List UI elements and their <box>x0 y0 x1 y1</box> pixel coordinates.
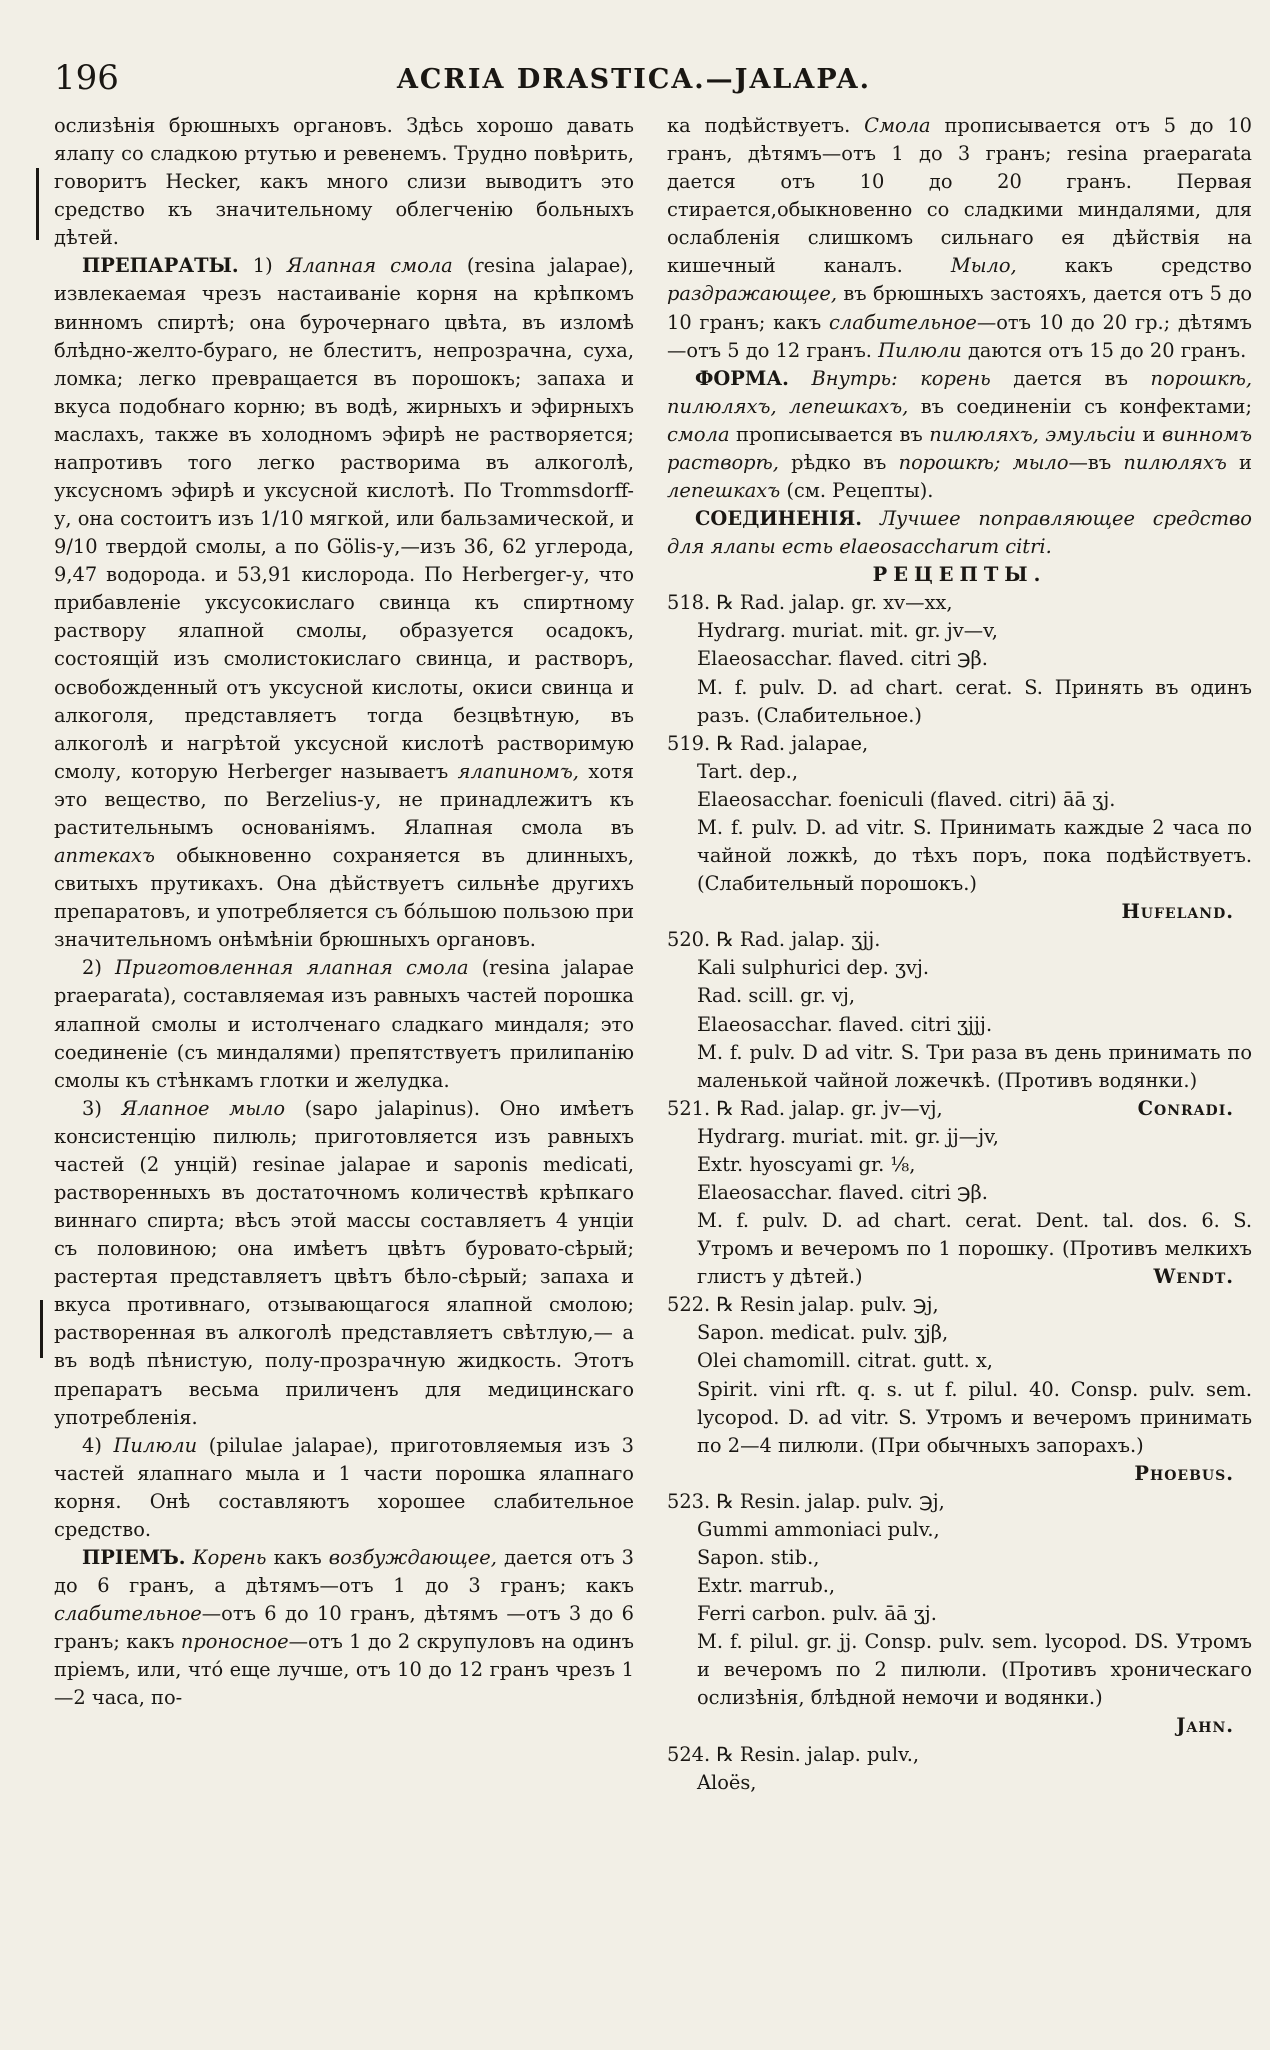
recipe-521 <box>667 1095 1252 1292</box>
left-column <box>54 112 634 1712</box>
recipe-author: Phoebus. <box>1134 1461 1234 1485</box>
recipe-line: M. f. pulv. D ad vitr. S. Три раза въ день принимать по маленькой чайной ложечкѣ. (Противъ водянки.) Conradi. <box>667 1039 1252 1095</box>
recipe-line: Extr. hyoscyami gr. ⅛, <box>697 1152 916 1176</box>
recipe-line: Kali sulphurici dep. ʒvj. <box>697 956 930 980</box>
recipe-518 <box>667 589 1252 729</box>
recipe-line: M. f. pulv. D. ad vitr. S. Принимать каждые 2 часа по чайной ложкѣ, до тѣхъ поръ, пока подѣйствуетъ. (Слабительный порошокъ.) <box>697 815 1252 896</box>
margin-mark-bottom <box>40 1300 43 1358</box>
paragraph: ослизѣнія брюшныхъ органовъ. Здѣсь хорошо давать ялапу со сладкою ртутью и ревенемъ. Трудно повѣрить, говоритъ Hecker, какъ много слизи выводитъ это средство къ значительному облегченію больныхъ дѣтей. <box>54 114 634 250</box>
recipe-line: Gummi ammoniaci pulv., <box>697 1517 940 1541</box>
page-number: 196 <box>54 58 119 98</box>
fraction: 1/10 <box>260 507 304 531</box>
recipe-line: Extr. marrub., <box>697 1574 836 1598</box>
section-heading: СОЕДИНЕНІЯ. <box>695 507 863 531</box>
paragraph-combinations: СОЕДИНЕНІЯ. Лучшее поправляющее средство для ялапы есть elaeosaccharum citri. <box>667 507 1252 559</box>
recipe-line: Elaeosacchar. flaved. citri ℈β. <box>697 1180 988 1204</box>
recipe-author: Wendt. <box>1153 1265 1234 1289</box>
recipe-line: Sapon. stib., <box>697 1545 820 1569</box>
term: Приготовленная ялапная смола <box>115 956 469 980</box>
recipe-line: Spirit. vini rft. q. s. ut f. pilul. 40. Consp. pulv. sem. lycopod. D. ad vitr. S. Утромъ и вечеромъ принимать по 2—4 пилюли. (При обычныхъ запорахъ.) <box>697 1377 1252 1457</box>
recipe-line: Aloës, <box>697 1770 757 1794</box>
recipe-line: 523. ℞ Resin. jalap. pulv. ℈j, <box>667 1489 945 1513</box>
term: Пилюли <box>113 1433 198 1457</box>
recipe-line: Tart. dep., <box>697 759 799 783</box>
recipe-524 <box>667 1741 1252 1797</box>
paragraph-form: ФОРМА. Внутрь: корень дается въ порошкѣ, пилюляхъ, лепешкахъ, въ соединеніи съ конфектами; смола прописывается въ пилюляхъ, эмульсіи и винномъ растворѣ, рѣдко въ порошкѣ; мыло—въ пилюляхъ и лепешкахъ (см. Рецепты). <box>667 366 1253 503</box>
paragraph: ка подѣйствуетъ. Смола прописывается отъ 5 до 10 гранъ, дѣтямъ—отъ 1 до 3 гранъ; resina praeparata дается отъ 10 до 20 гранъ. Первая стирается,обыкновенно со сладкими миндалями, для ослабленія слишкомъ сильнаго ея дѣйствія на кишечный каналъ. Мыло, какъ средство раздражающее, въ брюшныхъ застояхъ, дается отъ 5 до 10 гранъ; какъ слабительное—отъ 10 до 20 гр.; дѣтямъ—отъ 5 до 12 гранъ. Пилюли даются отъ 15 до 20 гранъ. <box>667 114 1252 362</box>
margin-mark-top <box>36 168 39 240</box>
recipes-heading: РЕЦЕПТЫ. <box>872 563 1047 587</box>
recipe-author: Jahn. <box>1176 1714 1234 1738</box>
recipe-line: Ferri carbon. pulv. āā ʒj. <box>697 1602 937 1626</box>
recipe-522 <box>667 1291 1252 1488</box>
section-heading: ПРЕПАРАТЫ. <box>82 254 239 278</box>
term: аптекахъ <box>54 844 155 868</box>
recipe-author: Hufeland. <box>1121 900 1234 924</box>
recipe-line: Sapon. medicat. pulv. ʒjβ, <box>697 1321 949 1345</box>
recipe-line: 524. ℞ Resin. jalap. pulv., <box>667 1742 920 1766</box>
recipe-523 <box>667 1488 1252 1741</box>
recipe-line: 519. ℞ Rad. jalapae, <box>667 731 869 755</box>
recipe-line: Elaeosacchar. flaved. citri ʒjjj. <box>697 1012 993 1036</box>
section-heading: ФОРМА. <box>695 366 789 390</box>
recipe-line: M. f. pulv. D. ad chart. cerat. S. Принять въ одинъ разъ. (Слабительное.) <box>697 675 1252 727</box>
term: Ялапная смола <box>286 254 453 278</box>
fraction: 9/10 <box>54 535 98 559</box>
section-heading: ПРІЕМЪ. <box>82 1545 186 1569</box>
running-title: ACRIA DRASTICA.—JALAPA. <box>396 64 872 95</box>
recipe-line: Elaeosacchar. foeniculi (flaved. citri) āā ʒj. <box>697 787 1116 811</box>
paragraph: 3) Ялапное мыло (sapo jalapinus). Оно имѣетъ консистенцію пилюль; приготовляется изъ равныхъ частей (2 унцій) resinae jalapae и saponis medicati, растворенныхъ въ достаточномъ количествѣ крѣпкаго виннаго спирта; вѣсъ этой массы составляетъ 4 унціи съ половиною; она имѣетъ цвѣтъ буровато-сѣрый; растертая представляетъ цвѣтъ бѣло-сѣрый; запаха и вкуса противнаго, отзывающагося ялапной смолою; растворенная въ алкоголѣ представляетъ свѣтлую,— а въ водѣ пѣнистую, полу-прозрачную жидкость. Этотъ препаратъ весьма приличенъ для медицинскаго употребленія. <box>54 1096 634 1429</box>
recipe-line: 521. ℞ Rad. jalap. gr. jv—vj, <box>667 1096 943 1120</box>
paragraph: 4) Пилюли (pilulae jalapae), приготовляемыя изъ 3 частей ялапнаго мыла и 1 части порошка ялапнаго корня. Онѣ составляютъ хорошее слабительное средство. <box>54 1433 634 1541</box>
recipe-line: Elaeosacchar. flaved. citri ℈β. <box>697 647 988 671</box>
recipe-line: 522. ℞ Resin jalap. pulv. ℈j, <box>667 1293 939 1317</box>
paragraph-preparations: ПРЕПАРАТЫ. 1) Ялапная смола (resina jalapae), извлекаемая чрезъ настаиваніе корня на крѣпкомъ винномъ спиртѣ; она бурочернаго цвѣта, въ изломѣ блѣдно-желто-бураго, не блеститъ, непрозрачна, суха, ломка; легко превращается въ порошокъ; запаха и вкуса подобнаго корню; въ водѣ, жирныхъ и эфирныхъ маслахъ, также въ холодномъ эфирѣ не растворяется; напротивъ того легко растворима въ алкоголѣ, уксусномъ эфирѣ и уксусной кислотѣ. По Trommsdorff-у, она состоитъ изъ 1/10 мягкой, или бальзамической, и 9/10 твердой смолы, а по Gölis-у,—изъ 36, 62 углерода, 9,47 водорода. и 53,91 кислорода. По Herberger-у, что прибавленіе уксусокислаго свинца къ спиртному раствору ялапной смолы, образуется осадокъ, состоящій изъ смолистокислаго свинца, и растворъ, освобожденный отъ уксусной кислоты, окиси свинца и алкоголя, представляетъ тогда безцвѣтную, въ алкоголѣ и нагрѣтой уксусной кислотѣ растворимую смолу, которую Herberger называетъ ялапиномъ, хотя это вещество, по Berzelius-у, не принадлежитъ къ растительнымъ основаніямъ. Ялапная смола въ аптекахъ обыкновенно сохраняется въ длинныхъ, свитыхъ прутикахъ. Она дѣйствуетъ сильнѣе другихъ препаратовъ, и употребляется съ бо́льшою пользою при значительномъ онѣмѣніи брюшныхъ органовъ. <box>54 254 635 952</box>
recipe-line: 520. ℞ Rad. jalap. ʒjj. <box>667 928 881 952</box>
recipe-line: Olei chamomill. citrat. gutt. x, <box>697 1349 993 1373</box>
running-header <box>54 56 1214 102</box>
recipe-line: M. f. pulv. D. ad chart. cerat. Dent. tal. dos. 6. S. Утромъ и вечеромъ по 1 порошку. (Противъ мелкихъ глистъ у дѣтей.) Wendt. <box>667 1207 1252 1291</box>
paragraph-dosage: ПРІЕМЪ. Корень какъ возбуждающее, дается отъ 3 до 6 гранъ, а дѣтямъ—отъ 1 до 3 гранъ; какъ слабительное—отъ 6 до 10 гранъ, дѣтямъ —отъ 3 до 6 гранъ; какъ проносное—отъ 1 до 2 скрупуловъ на одинъ пріемъ, или, что́ еще лучше, отъ 10 до 12 гранъ чрезъ 1—2 часа, по- <box>54 1545 635 1710</box>
paragraph: 2) Приготовленная ялапная смола (resina jalapae praeparata), составляемая изъ равныхъ частей порошка ялапной смолы и истолченаго сладкаго миндаля; это соединеніе (съ миндалями) препятствуетъ прилипанію смолы къ стѣнкамъ глотки и желудка. <box>54 956 634 1092</box>
recipe-line: M. f. pilul. gr. jj. Consp. pulv. sem. lycopod. DS. Утромъ и вечеромъ по 2 пилюли. (Противъ хроническаго ослизѣнія, блѣдной немочи и водянки.) <box>697 1630 1252 1710</box>
right-column <box>667 112 1252 1797</box>
recipe-line: Hydrarg. muriat. mit. gr. jv—v, <box>697 619 998 643</box>
recipe-line: Hydrarg. muriat. mit. gr. jj—jv, <box>697 1124 999 1148</box>
term: ялапиномъ, <box>457 759 579 783</box>
recipe-author: Conradi. <box>1137 1096 1234 1120</box>
recipe-line: Rad. scill. gr. vj, <box>697 984 856 1008</box>
term: Ялапное мыло <box>121 1096 286 1120</box>
recipe-line: 518. ℞ Rad. jalap. gr. xv—xx, <box>667 591 953 615</box>
recipe-519 <box>667 730 1252 927</box>
